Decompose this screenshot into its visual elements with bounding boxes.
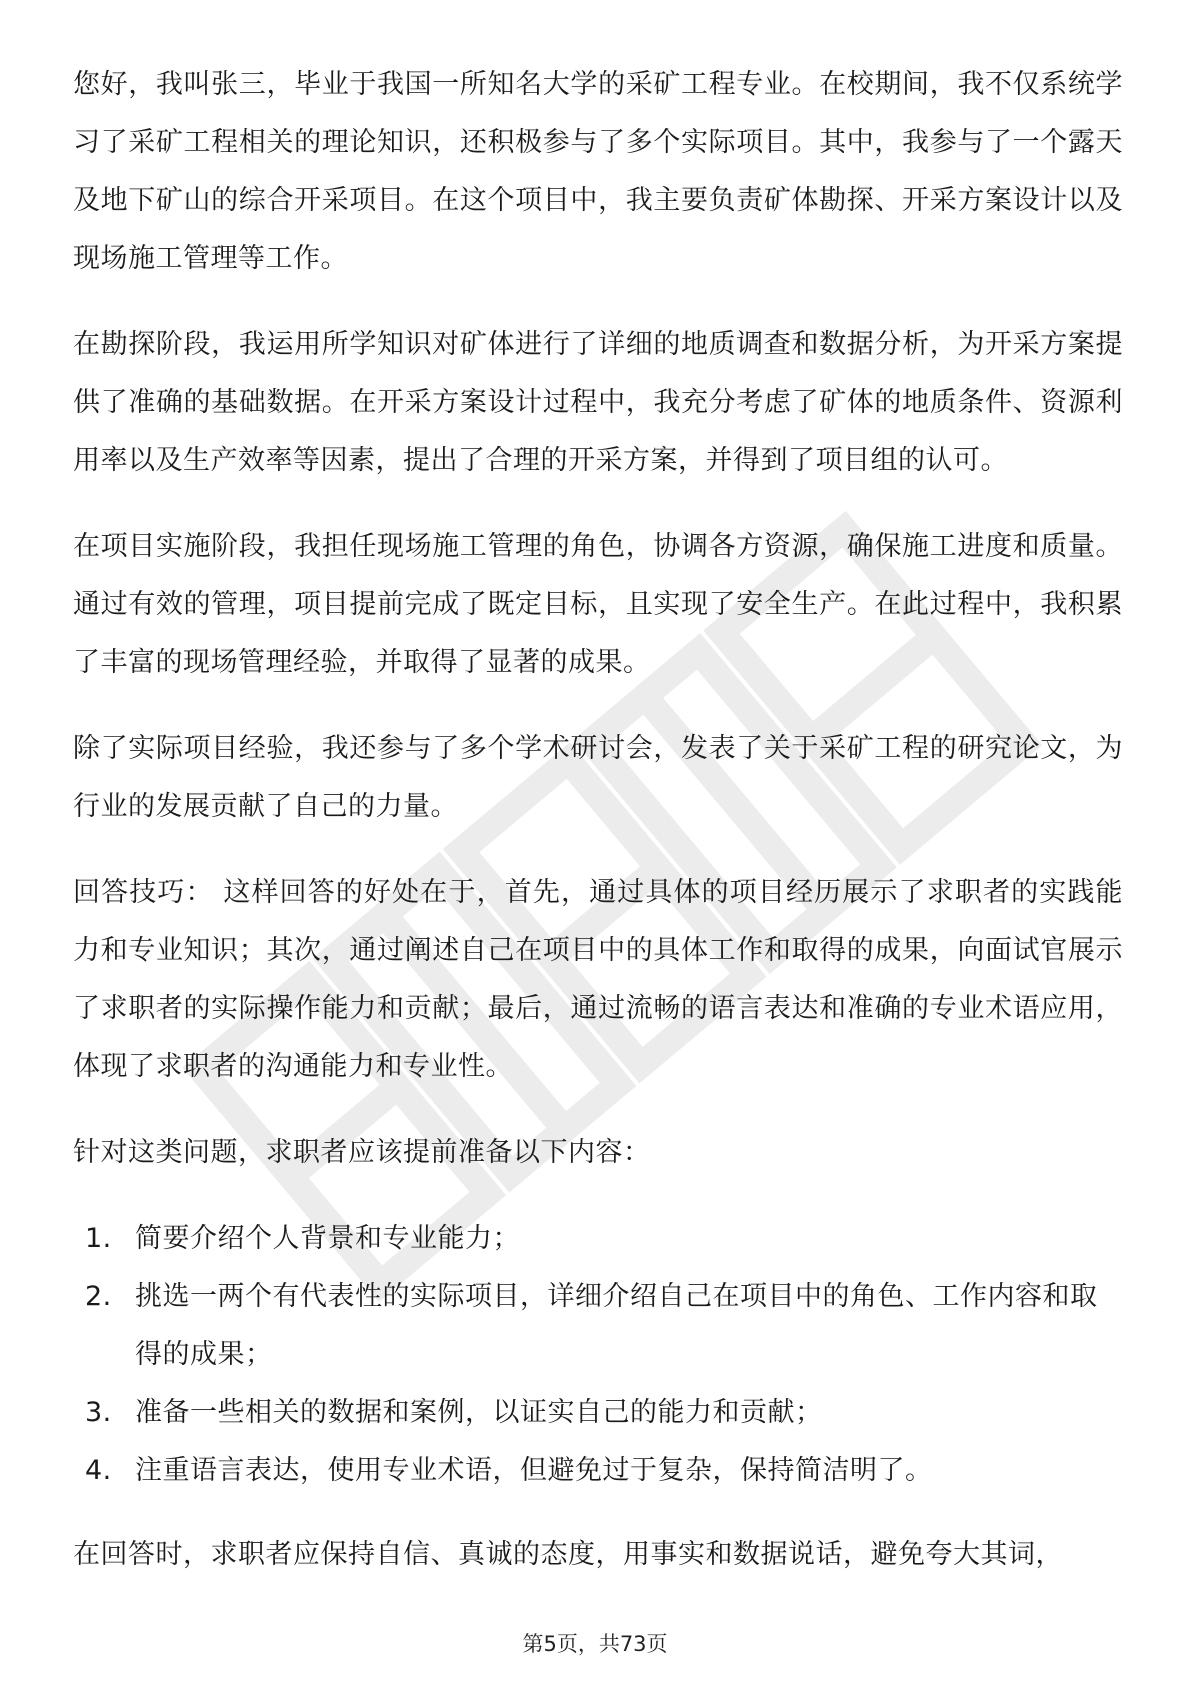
paragraph-academic: 除了实际项目经验，我还参与了多个学术研讨会，发表了关于采矿工程的研究论文，为行业的发展贡献了自己的力量。	[73, 733, 1123, 822]
list-item	[85, 1384, 1123, 1442]
list-item-number: 4.	[85, 1455, 112, 1486]
paragraph-preparation-intro: 针对这类问题，求职者应该提前准备以下内容：	[73, 1137, 651, 1168]
list-item-text: 准备一些相关的数据和案例，以证实自己的能力和贡献；	[135, 1397, 823, 1428]
page-footer: 第5页，共73页	[522, 1632, 668, 1656]
list-item	[85, 1442, 1123, 1500]
list-item-number: 3.	[85, 1397, 112, 1428]
list-item-text: 简要介绍个人背景和专业能力；	[135, 1223, 520, 1254]
paragraph-implementation: 在项目实施阶段，我担任现场施工管理的角色，协调各方资源，确保施工进度和质量。通过有效的管理，项目提前完成了既定目标，且实现了安全生产。在此过程中，我积累了丰富的现场管理经验，并取得了显著的成果。	[73, 531, 1123, 678]
paragraph-answer-tips: 回答技巧： 这样回答的好处在于，首先，通过具体的项目经历展示了求职者的实践能力和专业知识；其次，通过阐述自己在项目中的具体工作和取得的成果，向面试官展示了求职者的实际操作能力和贡献；最后，通过流畅的语言表达和准确的专业术语应用，体现了求职者的沟通能力和专业性。	[73, 877, 1123, 1082]
list-item	[85, 1210, 1123, 1268]
list-item-text: 注重语言表达，使用专业术语，但避免过于复杂，保持简洁明了。	[135, 1455, 933, 1486]
list-item-text: 挑选一两个有代表性的实际项目，详细介绍自己在项目中的角色、工作内容和取得的成果；	[135, 1281, 1098, 1370]
document-body	[73, 56, 1123, 1612]
paragraph-closing: 在回答时，求职者应保持自信、真诚的态度，用事实和数据说话，避免夸大其词，	[73, 1539, 1063, 1570]
paragraph-exploration: 在勘探阶段，我运用所学知识对矿体进行了详细的地质调查和数据分析，为开采方案提供了准确的基础数据。在开采方案设计过程中，我充分考虑了矿体的地质条件、资源利用率以及生产效率等因素，提出了合理的开采方案，并得到了项目组的认可。	[73, 329, 1123, 476]
paragraph-intro: 您好，我叫张三，毕业于我国一所知名大学的采矿工程专业。在校期间，我不仅系统学习了采矿工程相关的理论知识，还积极参与了多个实际项目。其中，我参与了一个露天及地下矿山的综合开采项目。在这个项目中，我主要负责矿体勘探、开采方案设计以及现场施工管理等工作。	[73, 69, 1123, 274]
preparation-list	[73, 1210, 1123, 1500]
list-item-number: 1.	[85, 1223, 112, 1254]
list-item	[85, 1268, 1123, 1384]
list-item-number: 2.	[85, 1281, 112, 1312]
